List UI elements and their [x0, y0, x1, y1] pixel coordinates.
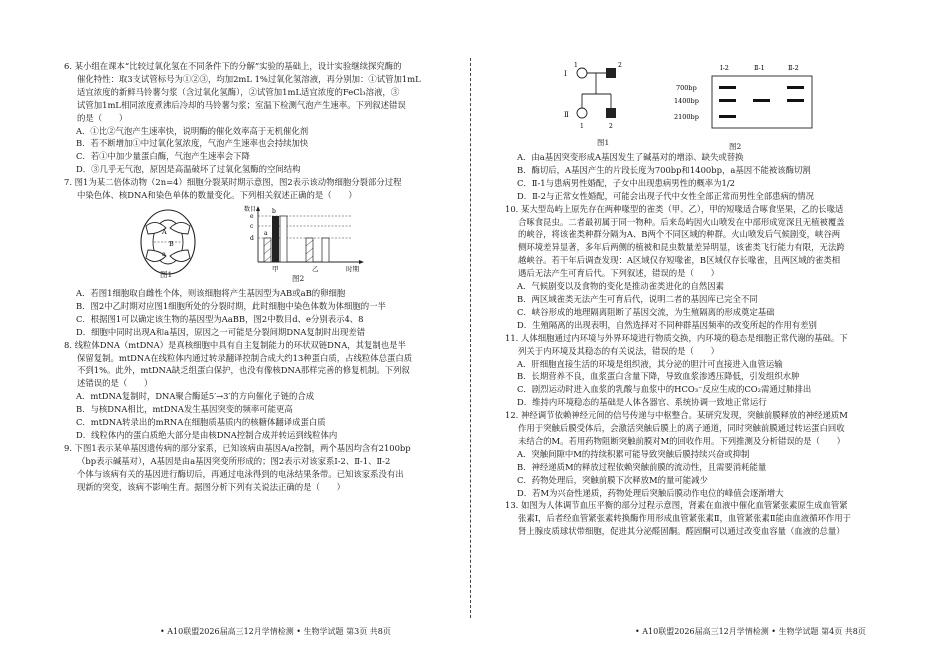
q13-line-3: 肾上腺皮质球状带细胞，促进其分泌醛固酮。醛固酮可以通过改变血容量（血液的总量）: [518, 526, 845, 537]
q9-option-a: A．由a基因突变形成A基因发生了碱基对的增添、缺失或替换: [517, 152, 744, 162]
fig2-bar-jia-c: [280, 216, 287, 262]
q9-option-c: C．Ⅱ-1与患病男性婚配，子女中出现患病男性的概率为1/2: [517, 177, 735, 188]
q10-line-5: 越峡谷。若干年后调查发现：A区域仅存短喙雀，B区域仅存长喙雀，且两区域的雀类相: [518, 255, 841, 266]
question-8: [64, 339, 464, 442]
q11-option-c: C．剧烈运动时进入血浆的乳酸与血浆中的HCO₃⁻反应生成的CO₂需通过肺排出: [517, 384, 812, 395]
pedigree-i2-affected-male: [606, 68, 616, 78]
q7-option-b: B．图2中乙时期对应图1细胞所处的分裂时期，此时细胞中染色体数为体细胞的一半: [76, 300, 386, 311]
q10-option-b: B．两区域雀类无法产生可育后代，说明二者的基因库已完全不同: [517, 293, 758, 304]
gel-size-2100: 2100bp: [674, 113, 699, 121]
q12-option-d: D．若M为兴奋性递质，药物处理后突触后膜动作电位的峰值会逐渐增大: [517, 487, 784, 498]
pedigree-gen-i: Ⅰ: [564, 70, 567, 78]
q8-line-3: 不到1%。此外，mtDNA缺乏组蛋白保护，也没有像核DNA那样完善的修复机制。下列叙: [77, 365, 410, 376]
q12-option-b: B．神经递质M的释放过程依赖突触前膜的流动性，且需要消耗能量: [517, 461, 767, 472]
q7-figure-2-caption: 图2: [292, 273, 305, 283]
q10-line-2: 合啄食昆虫。二者最初属于同一物种。后来岛屿因火山喷发在中部形成宽深且无植被覆盖: [518, 216, 845, 227]
q12-line-1: 12. 神经调节依赖神经元间的信号传递与中枢整合。某研究发现，突触前膜释放的神经递质M: [505, 410, 848, 421]
fig2-bar-yi-c: [322, 238, 329, 262]
q7-figure-1-caption: 图1: [160, 269, 173, 279]
pedigree-ii2-affected-male: [606, 108, 616, 118]
q6-number: 6.: [64, 61, 72, 71]
fig2-bar-label-b: b: [272, 207, 276, 215]
page-3-footer: • A10联盟2026届高三12月学情检测 • 生物学试题 第3页 共8页: [160, 627, 391, 636]
q10-number: 10.: [505, 203, 519, 214]
q6-option-a: A．①比②气泡产生速率快，说明酶的催化效率高于无机催化剂: [76, 125, 309, 136]
q13-line-1: 13. 如图为人体调节血压平衡的部分过程示意图，肾素在血液中催化血管紧张素原生成血管紧: [505, 500, 848, 511]
question-9: [64, 442, 464, 494]
q12-line-2: 作用于突触后膜受体后，会激活突触后膜上的离子通道，同时突触前膜通过转运蛋白回收: [518, 423, 845, 434]
q7-option-d: D．细胞中同时出现A和a基因，原因之一可能是分裂间期DNA复制时出现差错: [76, 326, 366, 337]
question-10: [505, 203, 910, 332]
q9-figure-1-caption: 图1: [597, 138, 610, 147]
q9-gel-figure: [672, 60, 822, 140]
q12-line-3: 未结合的M。若用药物阻断突触前膜对M的回收作用。下列推测及分析错误的是（ ）: [518, 435, 846, 446]
question-12: [505, 409, 910, 499]
fig2-level-c: c: [250, 222, 254, 230]
q9-pedigree-figure: [560, 62, 640, 142]
pedigree-ii2-id: 2: [609, 123, 613, 130]
q9-number: 9.: [64, 442, 72, 453]
q11-number: 11.: [505, 332, 519, 343]
pedigree-i1-female: [577, 68, 587, 78]
fig2-x-yi: 乙: [312, 264, 319, 273]
q6-line-3: 适宜浓度的新鲜马铃薯匀浆（含过氧化氢酶），②试管加1mL适宜浓度的FeCl₃溶液，③: [77, 86, 400, 97]
fig2-bar-yi-a: [306, 238, 313, 262]
q8-option-d: D．线粒体内的蛋白质绝大部分是由核DNA控制合成并转运到线粒体内: [76, 429, 338, 440]
q11-option-b: B．长期营养不良，血浆蛋白含量下降，导致血浆渗透压降低，引发组织水肿: [517, 371, 800, 382]
q7-line-2: 中染色体、核DNA和染色单体的数量变化。下列相关叙述正确的是（ ）: [77, 190, 357, 201]
page-4: [475, 0, 950, 672]
q13-number: 13.: [505, 500, 519, 511]
fig2-x-label: 时期: [346, 264, 359, 273]
fig2-bar-jia-b: [272, 216, 279, 262]
q11-line-1: 11. 人体细胞通过内环境与外界环境进行物质交换，内环境的稳态是细胞正常代谢的基础。下: [505, 332, 848, 343]
q9-figure-2-caption: 图2: [729, 142, 742, 151]
gel-band-i2-2100: [719, 115, 736, 118]
q7-option-c: C．根据图1可以确定该生物的基因型为AaBB，图2中数目d、e分别表示4、8: [76, 313, 364, 324]
gel-lane-label-ii1: Ⅱ-1: [754, 64, 765, 72]
q8-option-c: C．mtDNA转录出的mRNA在细胞质基质内的核糖体翻译成蛋白质: [76, 417, 326, 428]
page-3: [0, 0, 474, 672]
q13-line-2: 张素Ⅰ，后者经血管紧张素转换酶作用形成血管紧张素Ⅱ，血管紧张素Ⅱ能由血液循环作用于: [518, 513, 851, 524]
q9-option-b: B．酶切后，A基因产生的片段长度为700bp和1400bp，a基因不能被该酶切割: [517, 164, 811, 175]
q10-option-d: D．生殖隔离的出现表明，自然选择对不同种群基因频率的改变所起的作用有差别: [517, 319, 817, 330]
q10-line-6: 遇后无法产生可育后代。下列叙述，错误的是（ ）: [518, 268, 719, 279]
q7-figures: [64, 202, 464, 287]
q9-line-3: 个体与该病有关的基因进行酶切后，再通过电泳得到的电泳结果条带。已知该家系没有出: [77, 468, 404, 479]
chromosome-4: [170, 250, 190, 262]
fig2-level-e: e: [250, 212, 254, 220]
gel-band-ii2-700: [787, 86, 804, 89]
q10-option-c: C．峡谷形成的地理隔离阻断了基因交流，为生殖隔离的形成奠定基础: [517, 306, 775, 317]
right-column: [505, 151, 910, 538]
gel-band-i2-1400: [719, 99, 736, 102]
q6-line-2: 催化特性：取3支试管标号为①②③，均加2mL 1%过氧化氢溶液，再分别加：①试管加1mL: [77, 73, 421, 84]
q8-line-2: 保留复制。mtDNA在线粒体内通过转录翻译控制合成大约13种蛋白质，占线粒体总蛋白质: [77, 352, 413, 363]
q6-option-d: D．③几乎无气泡，原因是高温破坏了过氧化氢酶的空间结构: [76, 164, 301, 175]
q10-line-3: 的峡谷，将该雀类种群分隔为A、B两个不同区域的种群。火山喷发后气候剧变，峡谷两: [518, 229, 841, 240]
q7-figure-2-chart: [242, 202, 372, 282]
q6-option-c: C．若①中加少量蛋白酶，气泡产生速率会下降: [76, 151, 250, 162]
q8-line-4: 述错误的是（ ）: [77, 378, 153, 389]
fig1-label-b: B: [169, 239, 174, 248]
gel-lane-label-i2: Ⅰ-2: [720, 64, 729, 72]
pedigree-ii1-female: [577, 108, 587, 118]
q9-line-4: 现新的突变，该病不影响生育。据图分析下列有关说法正确的是（ ）: [77, 481, 345, 492]
q9-line-2: （bp表示碱基对），A基因是由a基因突变所形成的；图2表示对该家系Ⅰ-2、Ⅱ-1、Ⅱ-2: [77, 455, 391, 466]
pedigree-i2-id: 2: [618, 62, 622, 69]
q8-line-1: 8. 线粒体DNA（mtDNA）是真核细胞中具有自主复制能力的环状双链DNA，其复制也是半: [64, 339, 406, 350]
question-6: [64, 60, 464, 176]
q6-line-5: 的是（ ）: [77, 112, 128, 123]
question-13: [505, 499, 910, 538]
q7-option-a: A．若图1细胞取自雌性个体，则该细胞将产生基因型为AB或aB的卵细胞: [76, 287, 346, 298]
pedigree-ii1-id: 1: [580, 123, 584, 130]
fig2-bar-jia-a: [264, 238, 271, 262]
q11-option-a: A．肝细胞直接生活的环境是组织液，其分泌的胆汁可直接进入血管运输: [517, 358, 783, 369]
gel-band-i2-700: [719, 86, 736, 89]
q6-line-1: 6. 某小组在课本“比较过氧化氢在不同条件下的分解”实验的基础上，设计实验继续探究酶的: [64, 61, 402, 71]
q8-option-a: A．mtDNA复制时，DNA聚合酶延5′→3′的方向催化子链的合成: [76, 391, 315, 402]
q10-line-1: 10. 某大型岛屿上原先存在两种喙型的雀类（甲、乙），甲的短喙适合啄食坚果，乙的长喙适: [505, 203, 844, 214]
pedigree-gen-ii: Ⅱ: [564, 111, 569, 119]
q12-option-a: A．突触间隙中M的持续积累可能导致突触后膜持续兴奋或抑制: [517, 448, 750, 459]
fig1-label-a-lower: a: [162, 249, 166, 258]
fig1-label-a-upper: A: [162, 227, 167, 236]
gel-band-ii2-1400: [787, 99, 804, 102]
fig2-x-arrow: [359, 260, 364, 264]
q9-line-1: 9. 下图1表示某单基因遗传病的部分家系，已知该病由基因A/a控制，两个基因均含有2100bp: [64, 442, 411, 453]
q10-option-a: A．气候剧变以及食物的变化是推动雀类进化的自然因素: [517, 281, 725, 292]
q6-line-4: 试管加1mL相同浓度煮沸后冷却的马铃薯匀浆；室温下检测气泡产生速率。下列叙述错误: [77, 99, 406, 110]
gel-size-1400: 1400bp: [674, 97, 699, 105]
q12-number: 12.: [505, 410, 519, 421]
chromosome-2: [170, 222, 190, 234]
question-7: [64, 176, 464, 338]
q8-option-b: B．与核DNA相比，mtDNA发生基因突变的频率可能更高: [76, 404, 293, 415]
fig2-y-label: 数目: [244, 205, 257, 213]
q11-option-d: D．维持内环境稳态的基础是人体各器官、系统协调一致地正常运行: [517, 397, 767, 408]
gel-size-700: 700bp: [676, 84, 697, 92]
q9-option-d: D．Ⅱ-2与正常女性婚配，可能会出现子代中女性全部正常而男性全部患病的情况: [517, 190, 814, 201]
fig2-bar-label-a: a: [264, 229, 268, 237]
gel-lane-label-ii2: Ⅱ-2: [788, 64, 799, 72]
q7-line-1: 7. 图1为某二倍体动物（2n=4）细胞分裂某时期示意图，图2表示该动物细胞分裂部分过程: [64, 177, 402, 188]
question-11: [505, 332, 910, 409]
q8-number: 8.: [64, 339, 72, 350]
q12-option-c: C．药物处理后，突触前膜下次释放M的量可能减少: [517, 474, 708, 485]
fig2-x-jia: 甲: [272, 264, 279, 273]
page-divider: [470, 58, 471, 618]
gel-band-ii1-1400: [753, 99, 770, 102]
q7-number: 7.: [64, 177, 72, 188]
q6-option-b: B．若不断增加①中过氧化氢浓度，气泡产生速率也会持续加快: [76, 138, 309, 149]
q10-line-4: 侧环境差异显著，多年后两侧的植被和昆虫数量差异明显，该雀类飞行能力有限，无法跨: [518, 242, 845, 253]
pedigree-i1-id: 1: [574, 62, 578, 69]
left-column: [64, 60, 464, 493]
q11-line-2: 列关于内环境及其稳态的有关说法，错误的是（ ）: [518, 345, 719, 356]
page-4-footer: • A10联盟2026届高三12月学情检测 • 生物学试题 第4页 共8页: [635, 627, 866, 636]
fig2-y-arrow: [256, 206, 260, 211]
fig2-level-d: d: [250, 234, 254, 242]
